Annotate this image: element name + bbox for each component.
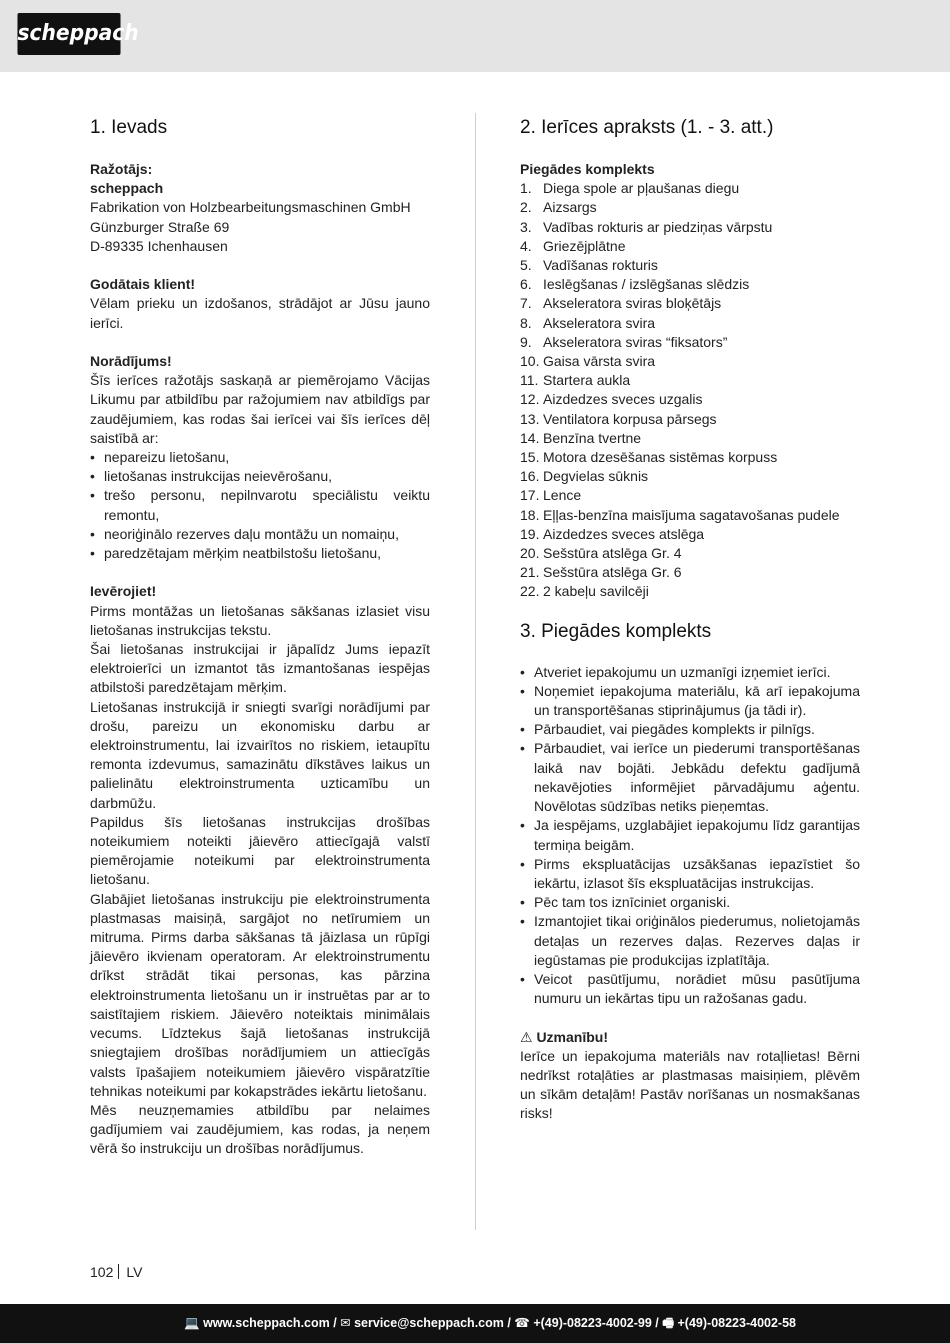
- part-name: Aizsargs: [543, 199, 597, 216]
- part-name: Akseleratora sviras bloķētājs: [543, 295, 722, 312]
- warning-title: ⚠ Uzmanību!: [520, 1028, 608, 1045]
- parts-list-item: [520, 448, 860, 467]
- parts-list: [520, 179, 860, 601]
- greeting-title: Godātais klient!: [90, 276, 196, 293]
- part-number: 3.: [520, 218, 532, 235]
- parts-list-item: [520, 506, 860, 525]
- list-item: • Pirms ekspluatācijas uzsākšanas iepazīstiet šo iekārtu, izlasot šīs ekspluatācijas instrukcijas.: [520, 855, 860, 893]
- notice-title: Norādījums!: [90, 353, 172, 369]
- part-name: Ventilatora korpusa pārsegs: [543, 410, 717, 427]
- part-name: Sešstūra atslēga Gr. 4: [543, 545, 682, 562]
- page-number: 102: [90, 1264, 114, 1280]
- part-number: 7.: [520, 295, 532, 312]
- address-line: Fabrikation von Holzbearbeitungsmaschinen GmbH: [90, 199, 411, 216]
- footer-separator: [118, 1264, 119, 1279]
- parts-list-item: [520, 410, 860, 429]
- part-number: 16.: [520, 468, 540, 485]
- parts-list-item: [520, 314, 860, 333]
- brand-logo: scheppach: [17, 13, 120, 55]
- part-name: Lence: [543, 487, 582, 504]
- parts-list-item: [520, 218, 860, 237]
- column-divider: [475, 113, 476, 1230]
- parts-list-item: [520, 352, 860, 371]
- parts-list-item: [520, 294, 860, 313]
- header-bar: [0, 0, 950, 72]
- part-number: 13.: [520, 410, 540, 427]
- manufacturer-label: Ražotājs:: [90, 161, 153, 177]
- part-name: Akseleratora svira: [543, 314, 656, 331]
- paragraph: Glabājiet lietošanas instrukciju pie elektroinstrumenta plastmasas maisiņā, sargājot no netīrumiem un mitruma. Pirms darba sākšanas tā jāizlasa un rūpīgi jāievēro ikvienam operatoram. Ar elektroinstrumentu drīkst strādāt tikai personas, kas pārzina elektroinstrumenta lietošanu un ir instruētas par ar to saistītajiem riskiem. Jāievēro noteiktais minimālais vecums. Līdztekus šajā lietošanas instrukcijā sniegtajiem drošības norādījumiem un attiecīgās valsts īpašajiem noteikumiem jāievēro vispāratzītie tehnikas noteikumi par kokapstrādes iekārtu lietošanu.: [90, 890, 430, 1099]
- kit-label: Piegādes komplekts: [520, 161, 655, 177]
- part-number: 11.: [520, 372, 539, 389]
- part-number: 6.: [520, 276, 532, 293]
- parts-list-item: [520, 179, 860, 198]
- part-number: 20.: [520, 545, 540, 562]
- paragraph: Pirms montāžas un lietošanas sākšanas izlasiet visu lietošanas instrukcijas tekstu.: [90, 602, 430, 638]
- left-column: [90, 116, 430, 1159]
- parts-list-item: [520, 582, 860, 601]
- part-number: 14.: [520, 429, 540, 446]
- part-number: 17.: [520, 487, 540, 504]
- part-number: 12.: [520, 391, 540, 408]
- part-name: Aizdedzes sveces atslēga: [543, 525, 705, 542]
- list-item: • Pārbaudiet, vai ierīce un piederumi transportēšanas laikā nav bojāti. Jebkādu defektu gadījumā nekavējoties informējiet pārvadājumu aģentu. Novēlotas sūdzības netiks pieņemtas.: [520, 739, 860, 816]
- part-number: 9.: [520, 333, 532, 350]
- part-number: 5.: [520, 257, 532, 274]
- paragraph: Lietošanas instrukcijā ir sniegti svarīgi norādījumi par drošu, pareizu un ekonomisku darbu ar elektroinstrumentu, lai izvairītos no riskiem, ietaupītu remonta izdevumus, samazinātu dīkstāves laikus un palielinātu elektroinstrumenta uzticamību un darbmūžu.: [90, 698, 430, 811]
- page-footer: [90, 1264, 142, 1280]
- address-line: Günzburger Straße 69: [90, 218, 230, 235]
- paragraph: Mēs neuzņemamies atbildību par nelaimes gadījumiem vai zaudējumiem, kas rodas, ja neņem vērā šo instrukciju un drošības norādījumus.: [90, 1101, 430, 1157]
- list-item: • lietošanas instrukcijas neievērošanu,: [90, 467, 430, 486]
- parts-list-item: [520, 467, 860, 486]
- part-number: 18.: [520, 506, 540, 523]
- part-name: Startera aukla: [543, 372, 631, 389]
- part-number: 22.: [520, 583, 540, 600]
- list-item: • Pēc tam tos iznīciniet organiski.: [520, 893, 860, 912]
- parts-list-item: [520, 256, 860, 275]
- parts-list-item: [520, 429, 860, 448]
- part-name: Vadības rokturis ar piedziņas vārpstu: [543, 218, 773, 235]
- greeting-text: Vēlam prieku un izdošanos, strādājot ar Jūsu jauno ierīci.: [90, 295, 430, 331]
- warning-text: Ierīce un iepakojuma materiāls nav rotaļlietas! Bērni nedrīkst rotaļāties ar plastmasas maisiņiem, plēvēm un sīkām detaļām! Pastāv norīšanas un nosmakšanas risks!: [520, 1047, 860, 1122]
- contact-bar: [0, 1304, 950, 1343]
- paragraph: Šai lietošanas instrukcijai ir jāpalīdz Jums iepazīt elektroierīci un izmantot tās izmantošanas iespējas atbilstoši paredzētajam mērķim.: [90, 641, 430, 696]
- notice-text: Šīs ierīces ražotājs saskaņā ar piemērojamo Vācijas Likumu par atbildību par ražojumiem nav atbildīgs par zaudējumiem, kas rodas šai ierīcei vai šīs ierīces dēļ saistībā ar:: [90, 372, 430, 446]
- contact-info: 💻 www.scheppach.com / ✉ service@scheppach.com / ☎ +(49)-08223-4002-99 / 🖷 +(49)-08223-4002-58: [184, 1316, 796, 1330]
- parts-list-item: [520, 544, 860, 563]
- list-item: • trešo personu, nepilnvarotu speciālistu veiktu remontu,: [90, 486, 430, 524]
- right-column: [520, 116, 860, 1124]
- list-item: • Pārbaudiet, vai piegādes komplekts ir pilnīgs.: [520, 720, 860, 739]
- part-number: 15.: [520, 449, 540, 466]
- section-title-introduction: 1. Ievads: [90, 117, 168, 138]
- section-title-device-description: 2. Ierīces apraksts (1. - 3. att.): [520, 117, 774, 138]
- part-number: 8.: [520, 314, 532, 331]
- paragraph: Papildus šīs lietošanas instrukcijas drošības noteikumiem noteikti jāievēro attiecīgajā valstī piemērojamie noteikumi par elektroinstrumenta lietošanu.: [90, 813, 430, 888]
- part-name: Vadīšanas rokturis: [543, 257, 658, 274]
- part-number: 21.: [520, 564, 540, 581]
- parts-list-item: [520, 333, 860, 352]
- list-item: • Noņemiet iepakojuma materiālu, kā arī iepakojuma un transportēšanas stiprinājumus (ja tādi ir).: [520, 682, 860, 720]
- list-item: • neoriģinālo rezerves daļu montāžu un nomaiņu,: [90, 525, 430, 544]
- parts-list-item: [520, 486, 860, 505]
- list-item: • Atveriet iepakojumu un uzmanīgi izņemiet ierīci.: [520, 663, 860, 682]
- parts-list-item: [520, 563, 860, 582]
- part-number: 2.: [520, 199, 532, 216]
- parts-list-item: [520, 390, 860, 409]
- list-item: • nepareizu lietošanu,: [90, 448, 430, 467]
- part-name: Degvielas sūknis: [543, 468, 649, 485]
- parts-list-item: [520, 371, 860, 390]
- part-name: Eļļas-benzīna maisījuma sagatavošanas pudele: [543, 506, 840, 523]
- list-item: • Ja iespējams, uzglabājiet iepakojumu līdz garantijas termiņa beigām.: [520, 816, 860, 854]
- manufacturer-name: scheppach: [90, 180, 164, 197]
- part-number: 19.: [520, 525, 540, 542]
- part-name: Motora dzesēšanas sistēmas korpuss: [543, 449, 778, 466]
- observe-title: Ievērojiet!: [90, 583, 157, 600]
- part-number: 4.: [520, 237, 532, 254]
- parts-list-item: [520, 525, 860, 544]
- part-name: 2 kabeļu savilcēji: [543, 583, 649, 600]
- language-code: LV: [126, 1264, 143, 1280]
- list-item: • Izmantojiet tikai oriģinālos piederumus, nolietojamās detaļas un rezerves daļas. Rezerves daļas ir iegūstamas pie produkcijas izplatītāja.: [520, 912, 860, 970]
- address-line: D-89335 Ichenhausen: [90, 237, 228, 254]
- parts-list-item: [520, 275, 860, 294]
- part-name: Akseleratora sviras “fiksators”: [543, 333, 728, 350]
- part-name: Benzīna tvertne: [543, 429, 642, 446]
- part-name: Sešstūra atslēga Gr. 6: [543, 564, 682, 581]
- part-name: Ieslēgšanas / izslēgšanas slēdzis: [543, 276, 750, 293]
- part-number: 10.: [520, 353, 540, 370]
- list-item: • paredzētajam mērķim neatbilstošu lietošanu,: [90, 544, 430, 563]
- part-number: 1.: [520, 180, 532, 197]
- part-name: Griezējplātne: [543, 237, 626, 254]
- part-name: Gaisa vārsta svira: [543, 353, 656, 370]
- section-title-delivery-scope: 3. Piegādes komplekts: [520, 620, 712, 642]
- notice-list: [90, 448, 430, 563]
- parts-list-item: [520, 198, 860, 217]
- parts-list-item: [520, 237, 860, 256]
- delivery-checklist: [520, 663, 860, 1009]
- list-item: • Veicot pasūtījumu, norādiet mūsu pasūtījuma numuru un iekārtas tipu un ražošanas gadu.: [520, 970, 860, 1008]
- part-name: Diega spole ar pļaušanas diegu: [543, 180, 740, 197]
- part-name: Aizdedzes sveces uzgalis: [543, 391, 703, 408]
